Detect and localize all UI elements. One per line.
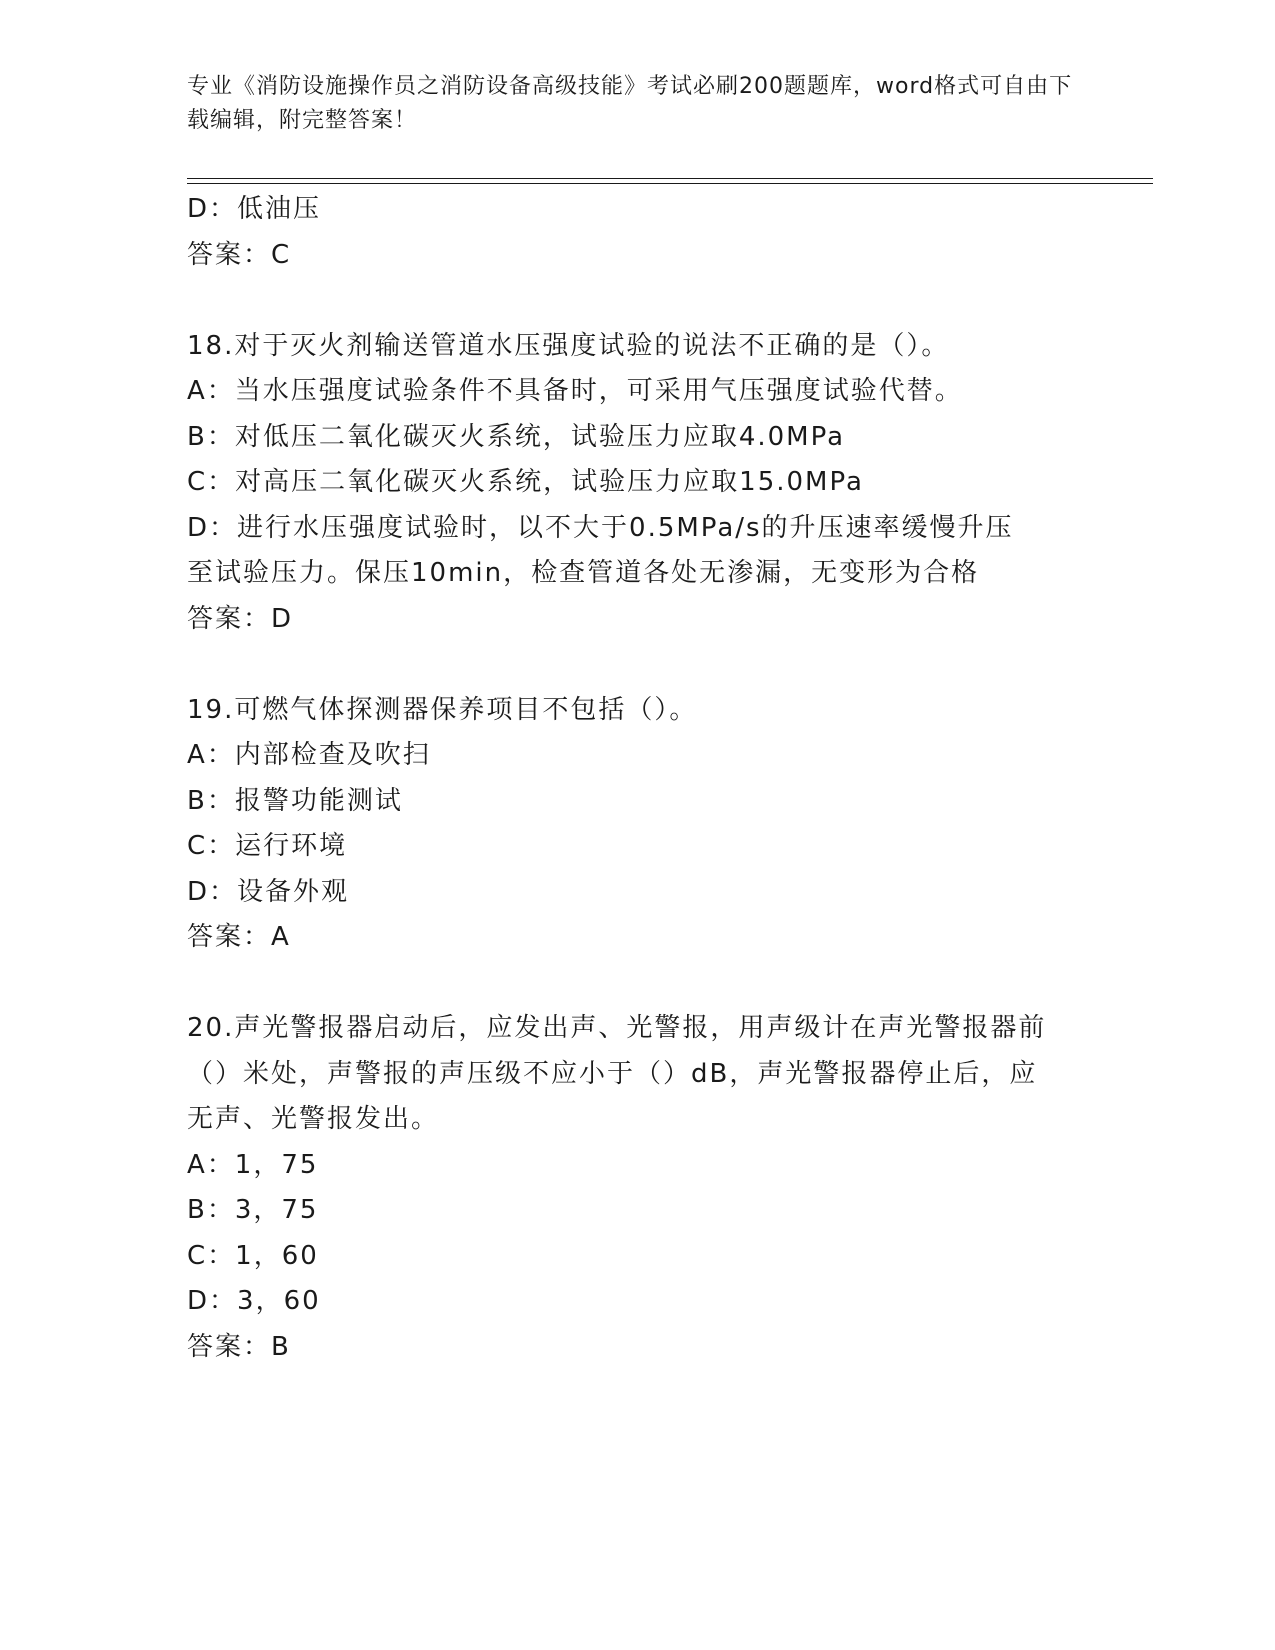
option-b: B：对低压二氧化碳灭火系统，试验压力应取4.0MPa <box>187 421 846 452</box>
carryover-answer: 答案：C <box>187 239 292 270</box>
question-stem: 20.声光警报器启动后，应发出声、光警报，用声级计在声光警报器前（）米处，声警报的声压级不应小于（）dB，声光警报器停止后，应无声、光警报发出。 <box>187 1013 1047 1134</box>
answer: 答案：A <box>187 922 291 952</box>
option-a: A：内部检查及吹扫 <box>187 740 431 770</box>
option-c: C：运行环境 <box>187 831 348 861</box>
option-a: A：当水压强度试验条件不具备时，可采用气压强度试验代替。 <box>187 376 963 406</box>
header-title: 专业《消防设施操作员之消防设备高级技能》考试必刷200题题库，word格式可自由下载编辑，附完整答案！ <box>187 74 1073 133</box>
spacer <box>187 642 1087 688</box>
option-d: D：设备外观 <box>187 876 350 907</box>
option-b: B：报警功能测试 <box>187 785 403 816</box>
option-c: C：1，60 <box>187 1240 319 1271</box>
carryover-option-d: D：低油压 <box>187 194 322 224</box>
option-d: D：进行水压强度试验时，以不大于0.5MPa/s的升压速率缓慢升压至试验压力。保压10min，检查管道各处无渗漏，无变形为合格 <box>187 512 1014 588</box>
question-18 <box>187 324 1087 643</box>
question-stem: 19.可燃气体探测器保养项目不包括（）。 <box>187 694 698 725</box>
question-content <box>187 187 1087 1370</box>
question-19 <box>187 688 1087 961</box>
option-c: C：对高压二氧化碳灭火系统，试验压力应取15.0MPa <box>187 467 864 497</box>
spacer <box>187 278 1087 324</box>
answer: 答案：D <box>187 603 294 634</box>
option-d: D：3，60 <box>187 1286 321 1316</box>
option-a: A：1，75 <box>187 1149 319 1180</box>
spacer <box>187 961 1087 1007</box>
question-stem: 18.对于灭火剂输送管道水压强度试验的说法不正确的是（）。 <box>187 330 950 361</box>
header-divider-bottom <box>187 183 1153 184</box>
option-b: B：3，75 <box>187 1195 319 1225</box>
document-header <box>187 70 1087 138</box>
question-20 <box>187 1006 1087 1370</box>
answer: 答案：B <box>187 1331 291 1362</box>
header-divider-top <box>187 178 1153 179</box>
